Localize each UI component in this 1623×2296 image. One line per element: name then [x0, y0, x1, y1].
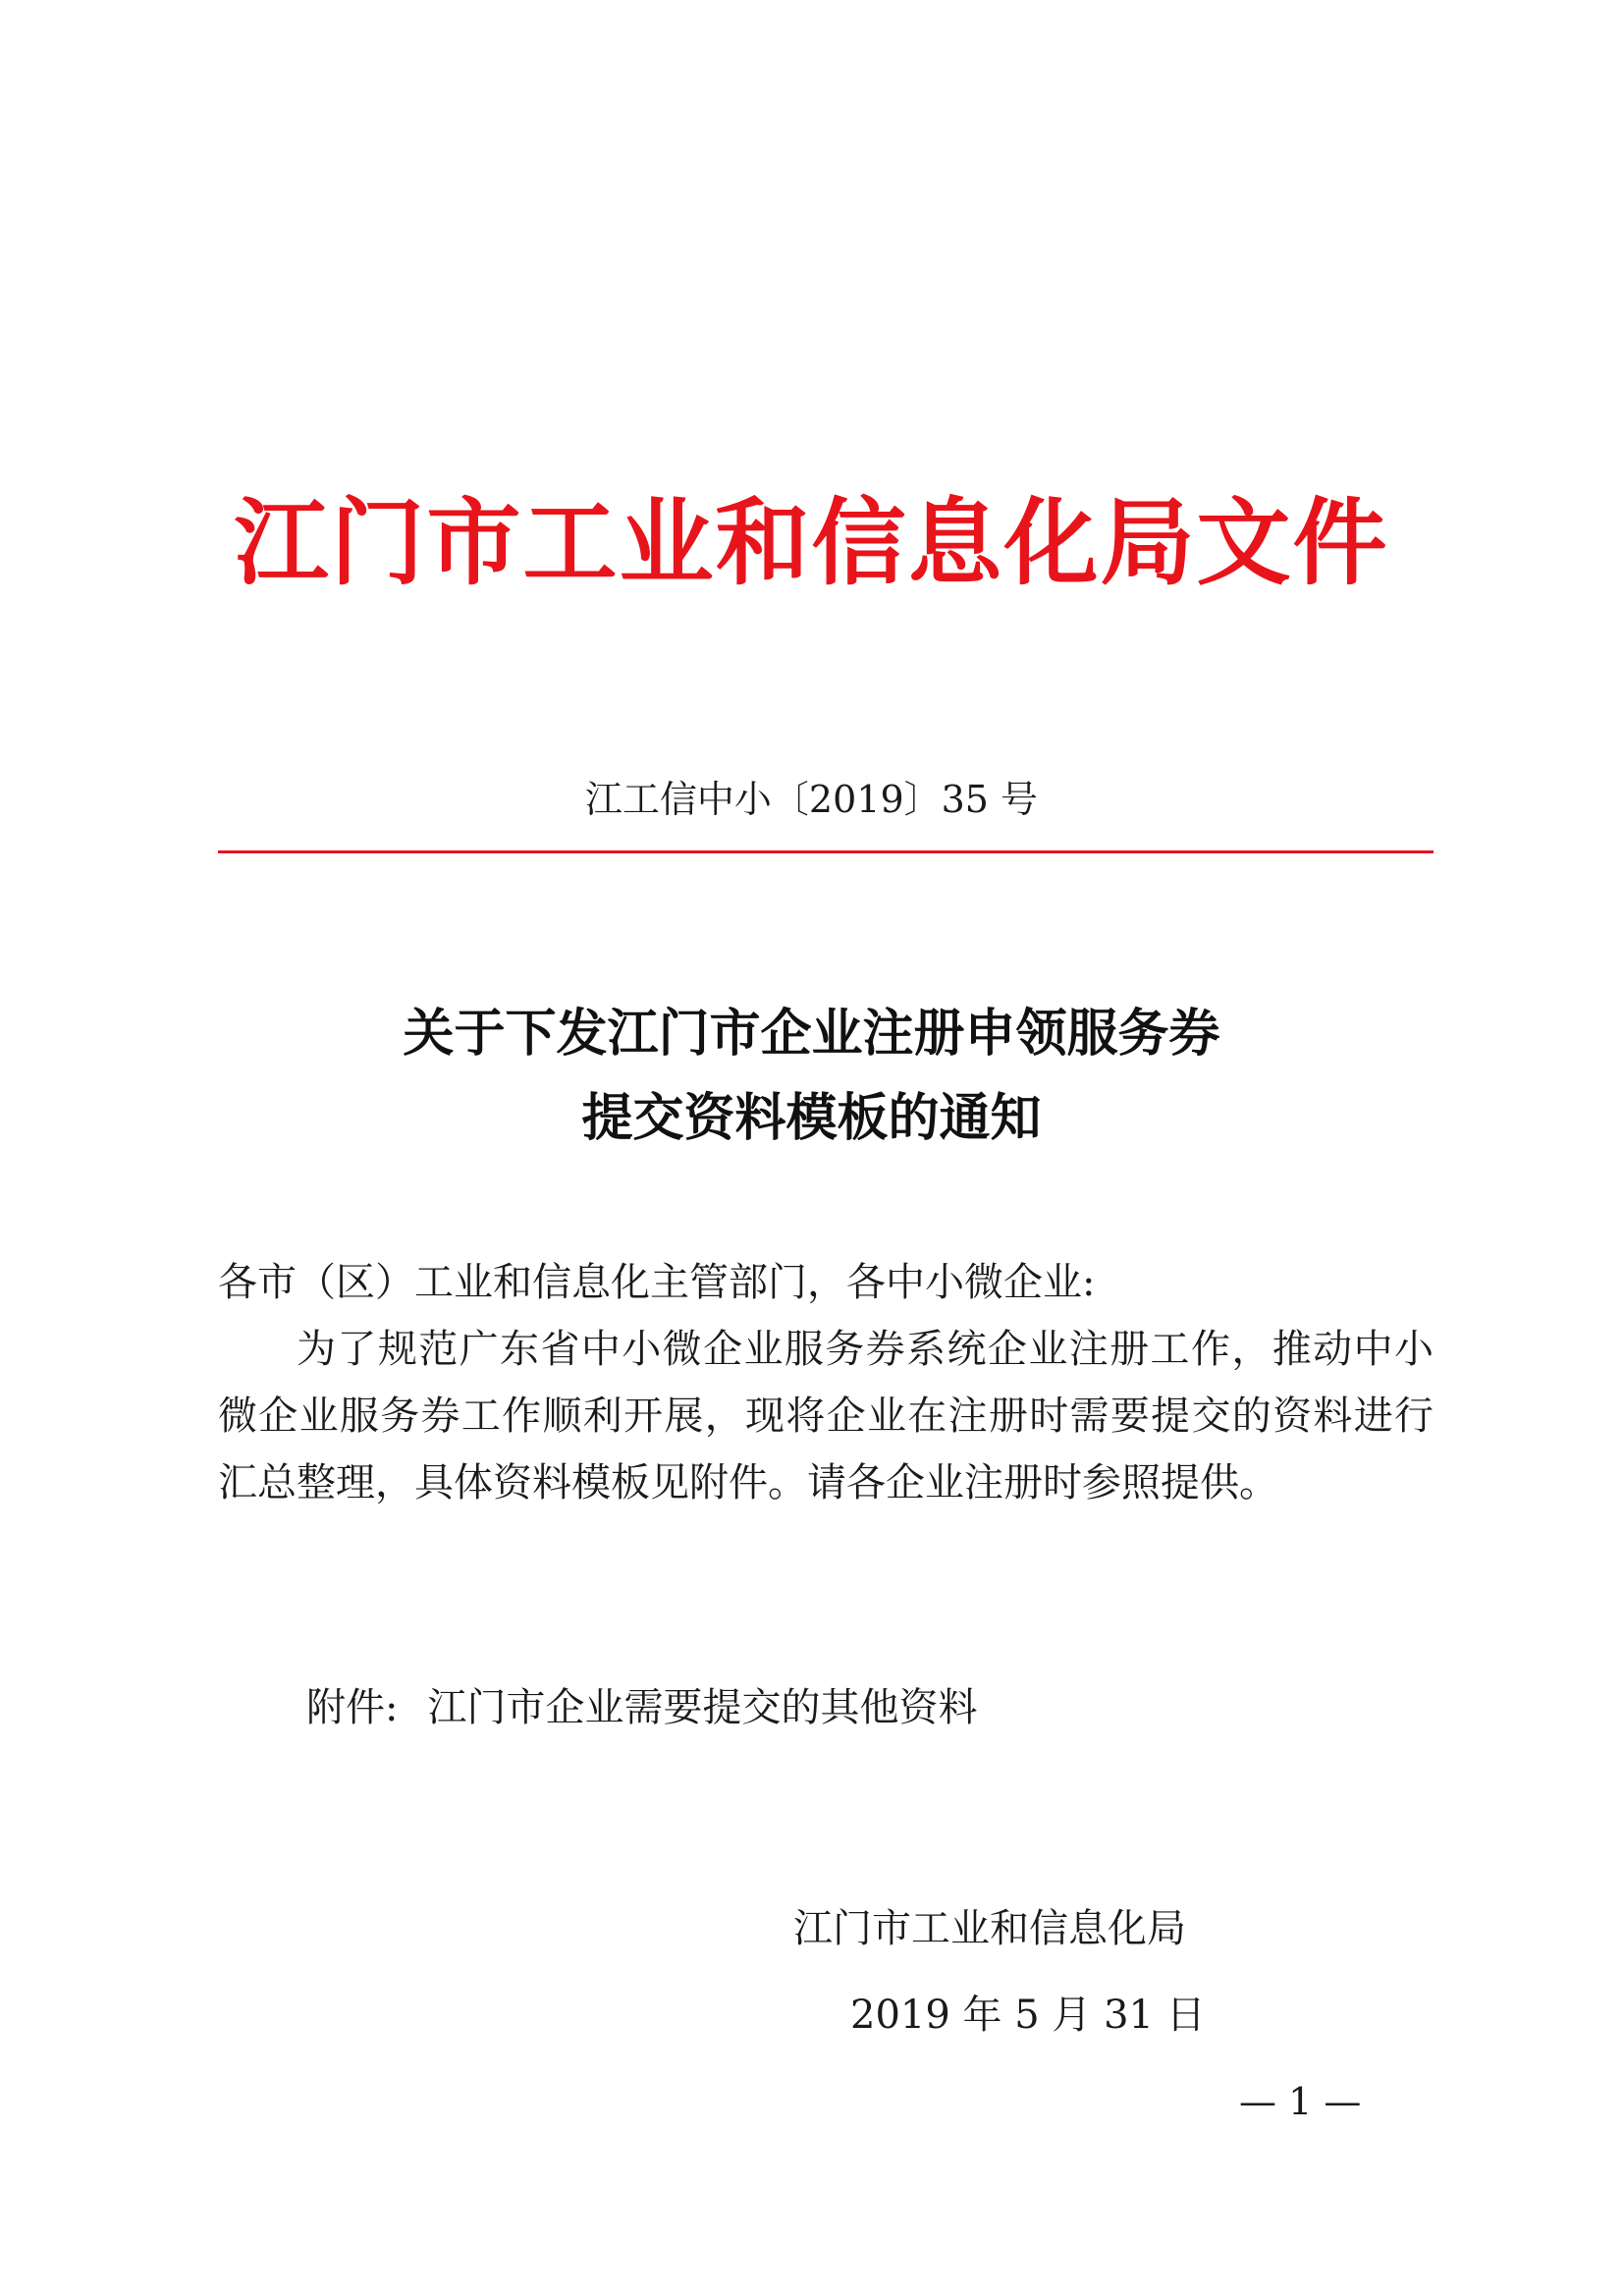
- attachment-line: [306, 1674, 977, 1741]
- salutation: 各市（区）工业和信息化主管部门，各中小微企业:: [218, 1260, 1096, 1305]
- document-body: [218, 1249, 1434, 1516]
- document-title: [0, 992, 1623, 1161]
- document-number: 江工信中小〔2019〕35 号: [584, 778, 1039, 821]
- page-number: — 1 —: [1239, 2080, 1362, 2123]
- attachment-label: 附件:: [306, 1685, 399, 1730]
- attachment-title: 江门市企业需要提交的其他资料: [427, 1685, 978, 1730]
- body-paragraph: 为了规范广东省中小微企业服务券系统企业注册工作，推动中小微企业服务券工作顺利开展，现将企业在注册时需要提交的资料进行汇总整理，具体资料模板见附件。请各企业注册时参照提供。: [218, 1327, 1434, 1505]
- document-masthead: 江门市工业和信息化局文件: [234, 488, 1389, 598]
- title-line-1: 关于下发江门市企业注册申领服务券: [403, 1005, 1220, 1064]
- signature-date: 2019 年 5 月 31 日: [850, 1993, 1206, 2038]
- title-line-2: 提交资料模板的通知: [581, 1089, 1042, 1148]
- red-divider-line: [218, 850, 1434, 853]
- signature-organization: 江门市工业和信息化局: [793, 1906, 1186, 1951]
